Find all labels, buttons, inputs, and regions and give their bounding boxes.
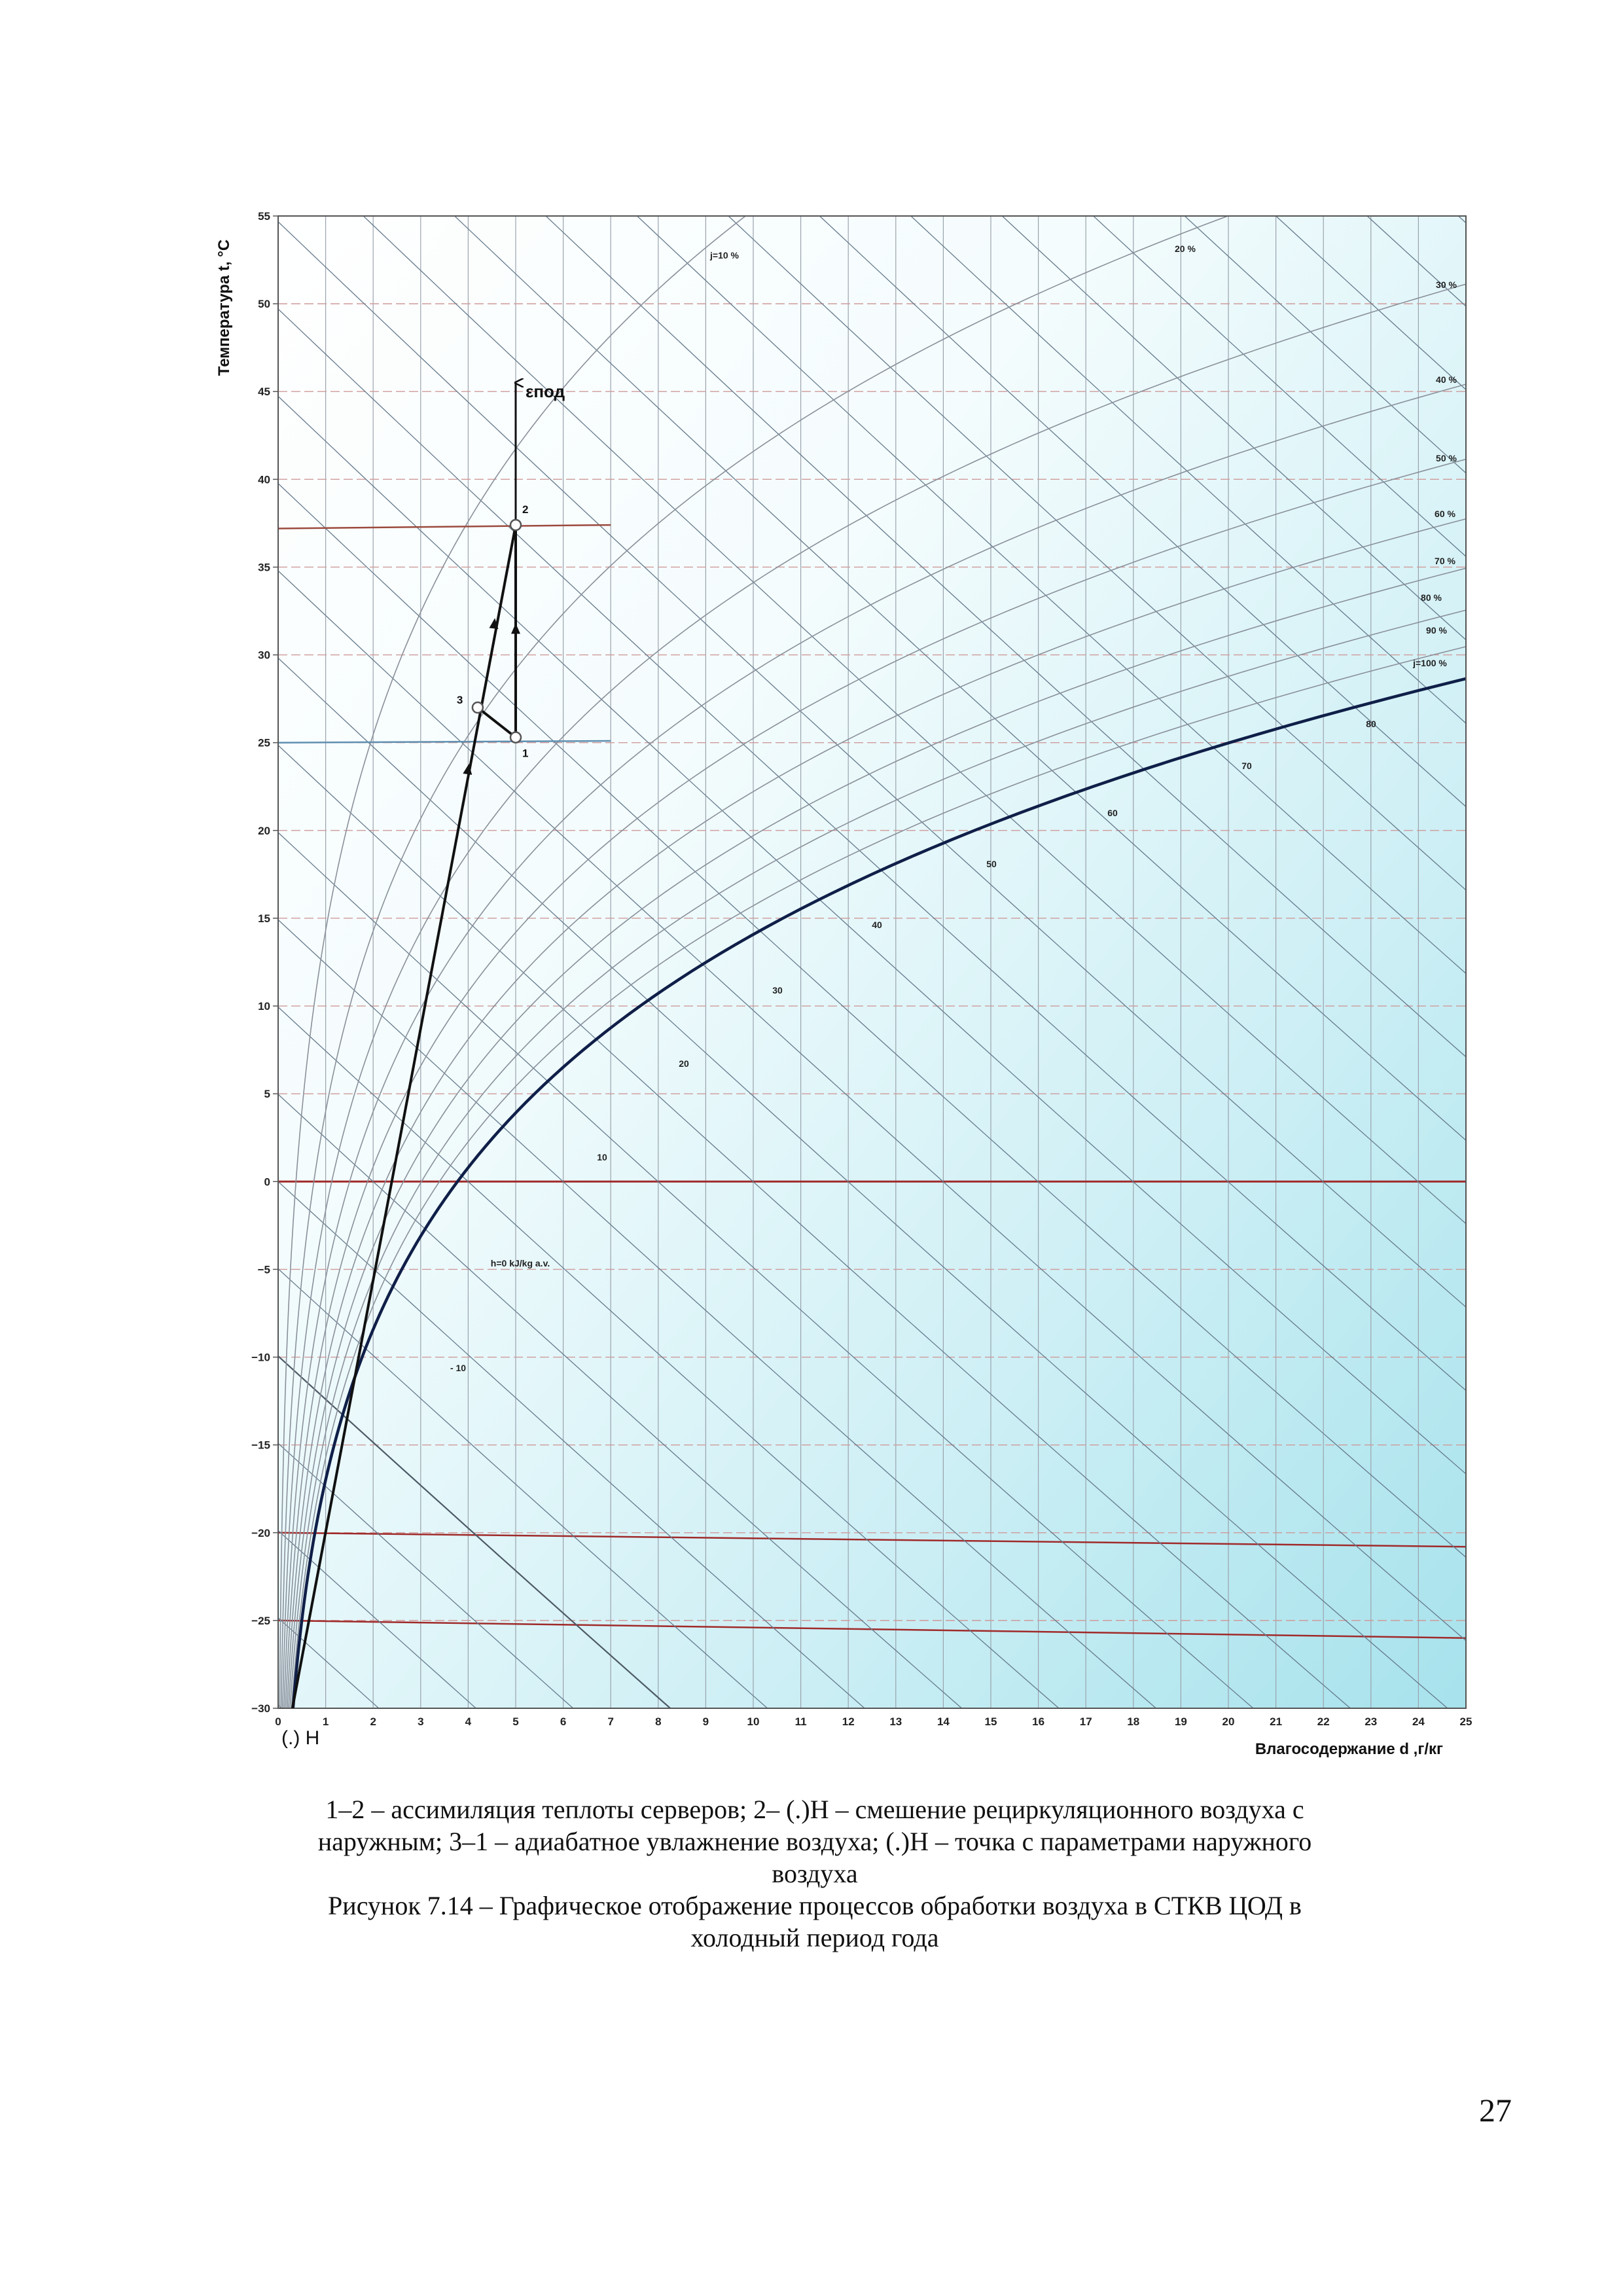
x-tick-label: 2 (370, 1715, 376, 1728)
enthalpy-label: - 10 (450, 1363, 467, 1373)
x-tick-label: 17 (1079, 1715, 1092, 1728)
caption-line: холодный период года (690, 1923, 939, 1952)
caption-line: Рисунок 7.14 – Графическое отображение процессов обработки воздуха в СТКВ ЦОД в (328, 1891, 1302, 1920)
x-tick-label: 6 (560, 1715, 567, 1728)
x-tick-label: 13 (889, 1715, 902, 1728)
y-tick-label: −25 (251, 1614, 270, 1627)
process-point (473, 702, 483, 713)
x-tick-label: 11 (794, 1715, 807, 1728)
enthalpy-label: 50 (986, 859, 997, 869)
y-tick-label: 30 (258, 649, 270, 662)
enthalpy-label: 80 (1366, 719, 1376, 729)
outdoor-point-label: (.) Н (281, 1727, 320, 1749)
y-tick-label: 15 (258, 912, 270, 925)
x-tick-label: 22 (1317, 1715, 1330, 1728)
enthalpy-label: 70 (1241, 761, 1252, 771)
point-label: 2 (522, 503, 529, 516)
x-tick-label: 18 (1127, 1715, 1140, 1728)
y-tick-label: 10 (258, 1000, 270, 1013)
enthalpy-label: 20 (679, 1058, 689, 1069)
x-tick-label: 7 (607, 1715, 614, 1728)
y-tick-label: −15 (251, 1439, 270, 1452)
y-tick-label: −30 (251, 1702, 270, 1715)
rh-label: j=10 % (710, 250, 739, 260)
rh-label: 50 % (1436, 453, 1457, 463)
y-tick-label: −5 (257, 1263, 270, 1276)
x-tick-label: 20 (1222, 1715, 1235, 1728)
rh-label: 30 % (1436, 279, 1457, 290)
x-tick-label: 15 (984, 1715, 997, 1728)
x-tick-label: 1 (322, 1715, 329, 1728)
rh-label: 20 % (1175, 243, 1196, 254)
y-tick-label: 50 (258, 298, 270, 311)
process-point (510, 732, 521, 743)
x-tick-label: 4 (465, 1715, 472, 1728)
y-tick-label: 40 (258, 473, 270, 486)
enthalpy-label: 60 (1107, 808, 1118, 818)
enthalpy-label: h=0 kJ/kg a.v. (490, 1258, 550, 1268)
y-tick-label: 45 (258, 386, 270, 399)
x-tick-label: 24 (1412, 1715, 1425, 1728)
y-tick-label: 35 (258, 561, 270, 574)
x-tick-label: 23 (1364, 1715, 1378, 1728)
rh-label: 80 % (1421, 592, 1442, 603)
x-tick-label: 16 (1032, 1715, 1045, 1728)
page-number: 27 (1479, 2092, 1512, 2128)
enthalpy-label: 40 (872, 920, 882, 930)
y-axis-title: Температура t, °С (215, 239, 233, 376)
rh-label: j=100 % (1413, 658, 1447, 668)
y-tick-label: 20 (258, 824, 270, 837)
figure-caption (196, 1793, 1433, 1954)
x-tick-label: 10 (747, 1715, 760, 1728)
x-tick-label: 9 (702, 1715, 709, 1728)
x-tick-label: 19 (1174, 1715, 1187, 1728)
plot-background (278, 216, 1466, 1708)
enthalpy-line (278, 0, 1466, 223)
x-tick-label: 0 (275, 1715, 281, 1728)
enthalpy-label: 30 (772, 985, 783, 996)
y-tick-label: 5 (264, 1088, 270, 1101)
x-tick-label: 8 (655, 1715, 662, 1728)
caption-line: наружным; 3–1 – адиабатное увлажнение воздуха; (.)Н – точка с параметрами наружного (317, 1827, 1312, 1856)
y-tick-label: 25 (258, 736, 270, 749)
x-axis-title: Влагосодержание d ,г/кг (1255, 1740, 1443, 1758)
x-tick-label: 5 (512, 1715, 519, 1728)
rh-label: 60 % (1435, 509, 1455, 519)
y-tick-label: 55 (258, 210, 270, 223)
x-tick-label: 25 (1459, 1715, 1472, 1728)
x-tick-label: 21 (1270, 1715, 1283, 1728)
enthalpy-line (278, 0, 1466, 139)
rh-label: 40 % (1436, 374, 1457, 385)
enthalpy-label: 10 (597, 1152, 607, 1162)
rh-label: 70 % (1435, 556, 1455, 566)
caption-line: воздуха (772, 1859, 858, 1888)
x-tick-label: 14 (936, 1715, 950, 1728)
y-tick-label: −20 (251, 1526, 270, 1539)
y-tick-label: −10 (251, 1351, 270, 1364)
enthalpy-line (278, 0, 1466, 56)
epsilon-label: εпод (526, 381, 565, 401)
x-tick-label: 12 (842, 1715, 855, 1728)
x-tick-label: 3 (418, 1715, 424, 1728)
rh-label: 90 % (1426, 625, 1447, 636)
caption-line: 1–2 – ассимиляция теплоты серверов; 2– (.)Н – смешение рециркуляционного воздуха с (325, 1795, 1304, 1824)
point-label: 3 (456, 694, 463, 707)
y-tick-label: 0 (264, 1175, 270, 1189)
process-point (510, 520, 521, 530)
point-label: 1 (522, 747, 529, 760)
